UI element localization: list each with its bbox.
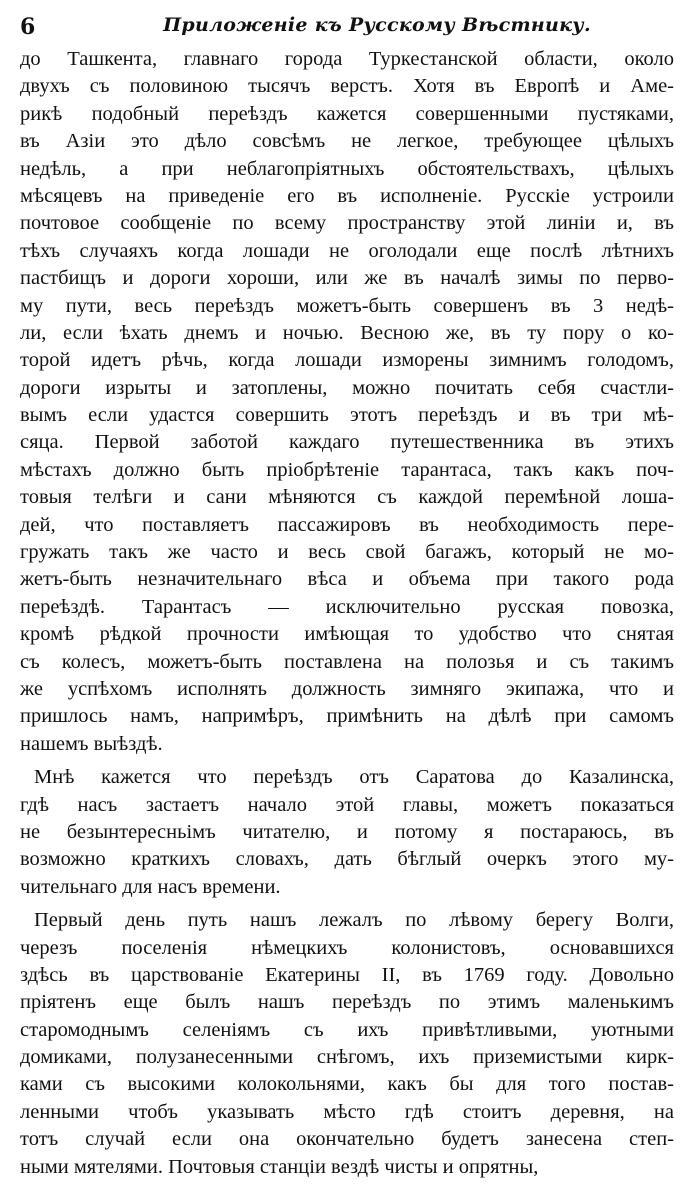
- text-line: Первый день путь нашъ лежалъ по лѣвому берегу Волги,: [34, 909, 674, 932]
- text-line: пришлось намъ, напримѣръ, примѣнить на дѣлѣ при самомъ: [20, 705, 674, 728]
- text-line: рикѣ подобный переѣздъ кажется совершенными пустяками,: [20, 102, 674, 125]
- text-line: до Ташкента, главнаго города Туркестанской области, около: [20, 48, 674, 70]
- text-line: переѣздѣ. Тарантасъ — исключительно русская повозка,: [20, 595, 674, 618]
- text-line: мѣстахъ должно быть пріобрѣтеніе тарантаса, такъ какъ поч-: [20, 458, 674, 481]
- text-line: возможно краткихъ словахъ, дать бѣглый очеркъ этого му-: [20, 848, 674, 871]
- text-line: мѣсяцевъ на приведеніе его въ исполненіе. Русскіе устроили: [20, 184, 674, 207]
- text-line: же успѣхомъ исполнять должность зимняго экипажа, что и: [20, 677, 674, 700]
- text-line: вымъ если удастся совершить этотъ переѣздъ и въ три мѣ-: [20, 404, 674, 427]
- text-line: му пути, весь переѣздъ можетъ-быть совершенъ въ 3 недѣ-: [20, 294, 674, 317]
- page-body: [20, 46, 674, 1187]
- text-line: тѣхъ случаяхъ когда лошади не оголодали еще послѣ лѣтнихъ: [20, 239, 674, 262]
- text-line: кромѣ рѣдкой прочности имѣющая то удобство что снятая: [20, 623, 674, 646]
- text-line: гружать такъ же часто и весь свой багажъ, который не мо-: [20, 541, 674, 564]
- text-line: тотъ случай если она окончательно будетъ занесена степ-: [20, 1128, 674, 1151]
- page-number: 6: [20, 14, 36, 40]
- text-line: ками съ высокими колокольнями, какъ бы для того постав-: [20, 1073, 674, 1096]
- text-line: товыя телѣги и сани мѣняются съ каждой перемѣной лошa-: [20, 486, 674, 509]
- text-line: чительнаго для насъ времени.: [20, 875, 281, 898]
- text-line: старомоднымъ селеніямъ съ ихъ привѣтливыми, уютными: [20, 1018, 674, 1041]
- text-line: сяца. Первой заботой каждаго путешественника въ этихъ: [20, 431, 674, 454]
- page-header: [20, 10, 674, 46]
- text-line: съ колесъ, можетъ-быть поставлена на полозья и съ такимъ: [20, 650, 674, 673]
- text-line: дороги изрыты и затоплены, можно почитать себя счастли-: [20, 376, 674, 399]
- text-line: ли, если ѣхать днемъ и ночью. Весною же, въ ту пору о ко-: [20, 321, 674, 344]
- paragraph: [20, 46, 674, 758]
- running-title: Приложеніе къ Русскому Вѣстнику.: [163, 14, 591, 36]
- book-page: [20, 10, 674, 1178]
- text-line: торой идетъ рѣчь, когда лошади изморены зимнимъ голодомъ,: [20, 349, 674, 372]
- paragraph: [20, 907, 674, 1181]
- text-line: ленными чтобъ указывать мѣсто гдѣ стоитъ деревня, на: [20, 1100, 674, 1123]
- text-line: черезъ поселенія нѣмецкихъ колонистовъ, основавшихся: [20, 936, 674, 959]
- text-line: двухъ съ половиною тысячъ верстъ. Хотя въ Европѣ и Аме-: [20, 75, 674, 98]
- paragraph: [20, 764, 674, 901]
- text-line: здѣсь въ царствованіе Екатерины II, въ 1769 году. Довольно: [20, 963, 674, 986]
- text-line: въ Азіи это дѣло совсѣмъ не легкое, требующее цѣлыхъ: [20, 130, 674, 153]
- text-line: Мнѣ кажется что переѣздъ отъ Саратова до Казалинска,: [34, 766, 674, 789]
- text-line: гдѣ насъ застаетъ начало этой главы, можетъ показаться: [20, 793, 674, 816]
- text-line: пастбищъ и дороги хороши, или же въ началѣ зимы по перво-: [20, 267, 674, 290]
- text-line: ными мятелями. Почтовыя станціи вездѣ чисты и опрятны,: [20, 1155, 539, 1178]
- text-line: домиками, полузанесенными снѣгомъ, ихъ приземистыми кирк-: [20, 1046, 674, 1069]
- text-line: дей, что поставляетъ пассажировъ въ необходимость пере-: [20, 513, 674, 536]
- text-line: жетъ-быть незначительнаго вѣса и объема при такого рода: [20, 568, 674, 591]
- text-line: недѣль, а при неблагопріятныхъ обстоятельствахъ, цѣлыхъ: [20, 157, 674, 180]
- text-line: пріятенъ еще былъ нашъ переѣздъ по этимъ маленькимъ: [20, 991, 674, 1014]
- text-line: не безынтересньімъ читателю, и потому я постараюсь, въ: [20, 820, 674, 843]
- text-line: почтовое сообщеніе по всему пространству этой линіи и, въ: [20, 212, 674, 235]
- text-line: нашемъ выѣздѣ.: [20, 732, 163, 755]
